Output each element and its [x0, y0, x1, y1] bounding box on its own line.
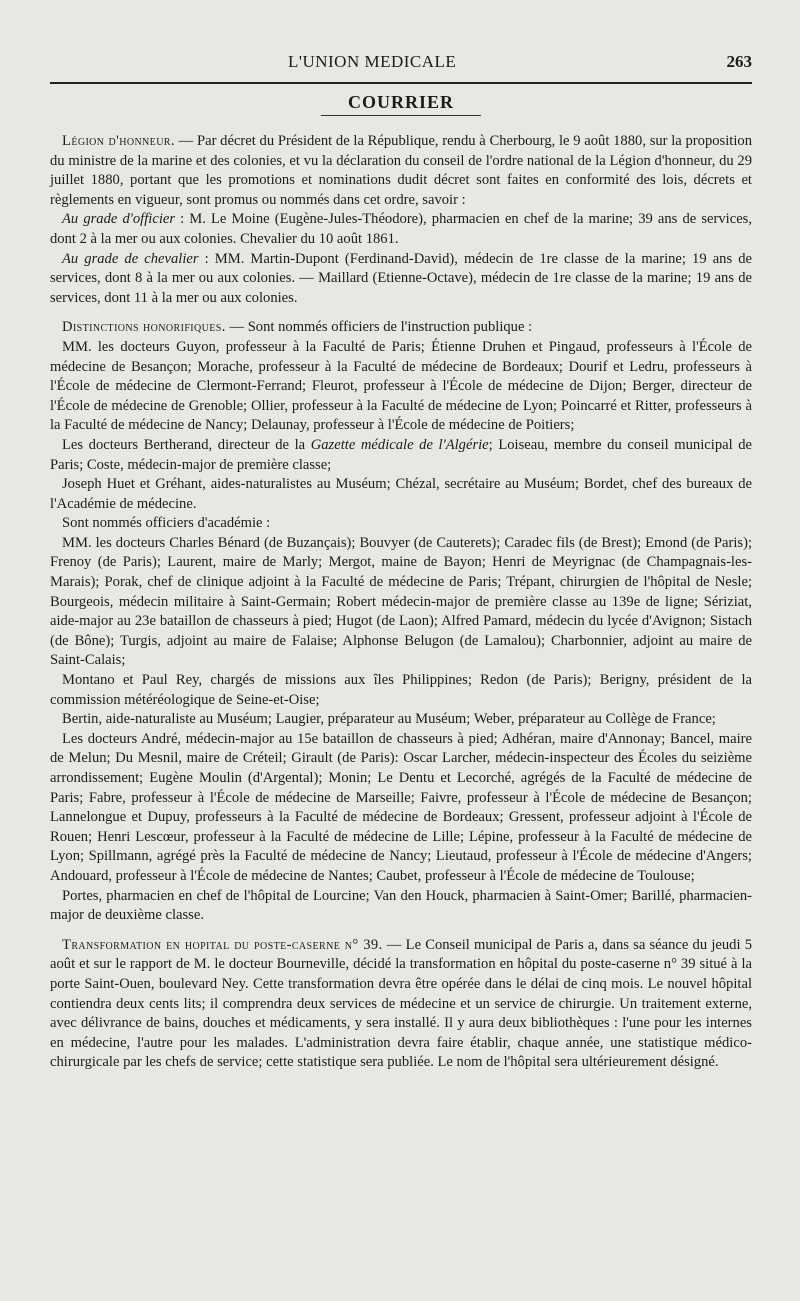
- distinctions-p2: [50, 436, 752, 475]
- distinctions-p3: Joseph Huet et Gréhant, aides-naturalistes au Muséum; Chézal, secrétaire au Muséum; Bordet, chef des bureaux de l'Académie de médecine.: [50, 476, 752, 512]
- distinctions-heading: Distinctions honorifiques.: [62, 319, 226, 336]
- distinctions-p8: Les docteurs André, médecin-major au 15e bataillon de chasseurs à pied; Adhéran, maire d'Annonay; Bancel, maire de Melun; Du Mesnil, maire de Créteil; Girault (de Paris): Oscar Larcher, médecin-inspecteur des Écoles du seizième arrondissement; Eugène Moulin (d'Argental); Monin; Le Dentu et Lecorché, agrégés de la Faculté de médecine de Paris; Fabre, professeur à l'École de médecine de Marseille; Faivre, professeur à l'École de médecine de Besançon; Lannelongue et Dupuy, professeurs à la Faculté de médecine de Bordeaux; Gressent, professeur adjoint à l'École de Rouen; Henri Lescœur, professeur à la Faculté de médecine de Lille; Lépine, professeur à la Faculté de médecine de Lyon; Spillmann, agrégé près la Faculté de médecine de Nancy; Lieutaud, professeur à l'École de médecine d'Angers; Andouard, professeur à l'École de médecine de Nantes; Caubet, professeur à l'École de médecine de Toulouse;: [50, 730, 752, 884]
- distinctions-p2-before: Les docteurs Bertherand, directeur de la: [62, 436, 311, 453]
- distinctions-intro: — Sont nommés officiers de l'instruction publique :: [225, 319, 533, 336]
- chevalier-label: Au grade de chevalier: [62, 250, 199, 267]
- distinctions-p9: Portes, pharmacien en chef de l'hôpital de Lourcine; Van den Houck, pharmacien à Saint-Omer; Barillé, pharmacien-major de deuxième classe.: [50, 887, 752, 924]
- chevalier-paragraph: [50, 250, 752, 309]
- distinctions-p1: MM. les docteurs Guyon, professeur à la Faculté de Paris; Étienne Druhen et Pingaud, professeurs à l'École de médecine de Besançon; Morache, professeur à la Faculté de médecine de Bordeaux; Dourif et Ledru, professeurs à l'École de médecine de Clermont-Ferrand; Fleurot, professeur à l'École de médecine de Dijon; Berger, directeur de l'École de médecine de Grenoble; Ollier, professeur à la Faculté de médecine de Lyon; Poincarré et Ritter, professeurs à la Faculté de médecine de Nancy; Delaunay, professeur à l'École de médecine de Poitiers;: [50, 338, 752, 434]
- legion-paragraph: [50, 132, 752, 210]
- gazette-title: Gazette médicale de l'Algérie: [310, 436, 489, 453]
- officier-paragraph: [50, 210, 752, 249]
- transformation-heading: Transformation en hopital du poste-caserne n° 39.: [62, 936, 383, 953]
- page-number: 263: [726, 52, 752, 71]
- officier-text: : M. Le Moine (Eugène-Jules-Théodore), pharmacien en chef de la marine; 39 ans de services, dont 2 à la mer ou aux colonies. Chevalier du 10 août 1861.: [50, 211, 752, 247]
- page-header: [50, 48, 752, 84]
- section-title: COURRIER: [347, 92, 454, 112]
- title-underline: [321, 115, 481, 116]
- distinctions-p4: Sont nommés officiers d'académie :: [62, 515, 271, 532]
- transformation-paragraph: [50, 936, 752, 1073]
- transformation-text: — Le Conseil municipal de Paris a, dans sa séance du jeudi 5 août et sur le rapport de M. le docteur Bourneville, décidé la transformation en hôpital du poste-caserne n° 39 situé à la porte Saint-Ouen, boulevard Ney. Cette transformation devra être opérée dans le délai de cinq mois. Le nouvel hôpital contiendra deux cents lits; il comprendra deux services de médecine et un service de chirurgie. Un traitement externe, avec délivrance de bains, douches et médicaments, y sera installé. Il y aura deux bibliothèques : l'une pour les internes en médecine, l'autre pour les malades. L'administration devra faire établir, chaque année, une statistique médico-chirurgicale par les chefs de service; cette statistique sera publiée. Le nom de l'hôpital sera ultérieurement désigné.: [50, 936, 753, 1071]
- distinctions-p5: MM. les docteurs Charles Bénard (de Buzançais); Bouvyer (de Cauterets); Caradec fils (de Brest); Emond (de Paris); Frenoy (de Paris); Laurent, maire de Marly; Mergot, maine de Bayon; Henri de Meyrignac (de Champagnais-les-Marais); Porak, chef de clinique adjoint à la Faculté de médecine de Paris; Trépant, chirurgien de l'hôpital de Nesle; Bourgeois, médecin militaire à Saint-Germain; Robert médecin-major de première classe au 139e de ligne; Sériziat, aide-major au 23e bataillon de chasseurs à pied; Hugot (de Laon); Alfred Pamard, médecin du lycée d'Avignon; Sistach (de Bône); Turgis, adjoint au maire de Falaise; Alphonse Belugon (de Lamalou); Charbonnier, adjoint au maire de Saint-Calais;: [50, 534, 752, 669]
- distinctions-p7: Bertin, aide-naturaliste au Muséum; Laugier, préparateur au Muséum; Weber, préparateur au Collège de France;: [62, 711, 716, 728]
- running-title: L'UNION MEDICALE: [288, 52, 457, 71]
- article-body: [50, 132, 752, 1073]
- chevalier-text: : MM. Martin-Dupont (Ferdinand-David), médecin de 1re classe de la marine; 19 ans de services, dont 8 à la mer ou aux colonies. — Maillard (Etienne-Octave), médecin de 1re classe de la marine; 19 ans de services, dont 11 à la mer ou aux colonies.: [50, 250, 752, 306]
- legion-heading: Légion d'honneur.: [62, 133, 175, 149]
- distinctions-p2-after: ; Loiseau, membre du conseil municipal de Paris; Coste, médecin-major de première classe;: [50, 436, 753, 473]
- legion-intro: — Par décret du Président de la République, rendu à Cherbourg, le 9 août 1880, sur la proposition du ministre de la marine et des colonies, et vu la déclaration du conseil de l'ordre national de la Légion d'honneur, du 29 juillet 1880, portant que les promotions et nominations dudit décret sont faites en conformité des lois, décrets et règlements en vigueur, sont promus ou nommés dans cet ordre, savoir :: [50, 133, 752, 208]
- officier-label: Au grade d'officier: [62, 211, 176, 228]
- distinctions-p6: Montano et Paul Rey, chargés de missions aux îles Philippines; Redon (de Paris); Berigny, président de la commission météréologique de Seine-et-Oise;: [50, 672, 752, 708]
- distinctions-paragraph: [50, 318, 752, 338]
